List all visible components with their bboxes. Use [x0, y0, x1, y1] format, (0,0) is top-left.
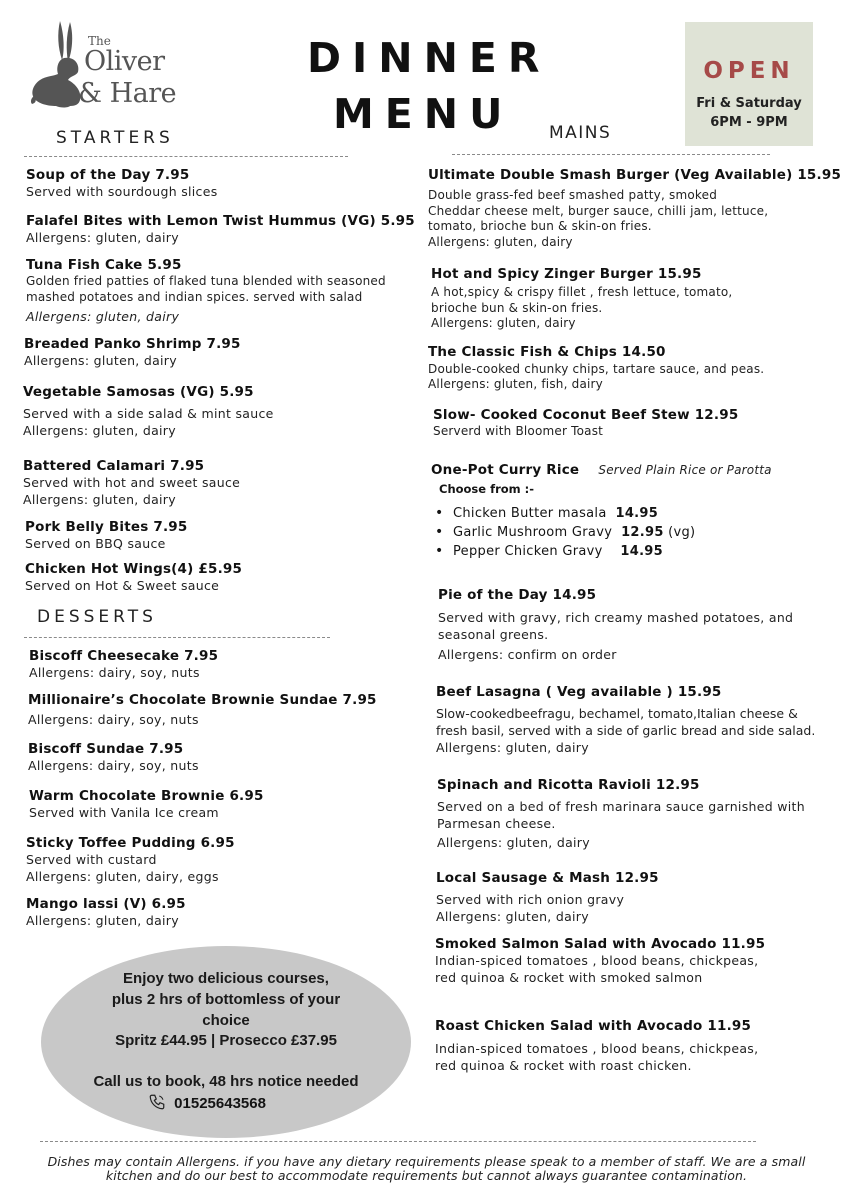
item-desc: Served on Hot & Sweet sauce	[25, 578, 220, 593]
item-desc: Cheddar cheese melt, burger sauce, chilli jam, lettuce,	[428, 203, 769, 218]
item-desc: Allergens: gluten, dairy	[436, 740, 589, 755]
item-note: Served Plain Rice or Parotta	[598, 463, 772, 477]
item-name: Spinach and Ricotta Ravioli 12.95	[437, 777, 700, 793]
curry-option	[433, 504, 772, 523]
starters-divider	[24, 156, 348, 157]
open-hours-text: 6PM - 9PM	[710, 115, 788, 130]
item-name: Biscoff Sundae 7.95	[28, 741, 184, 757]
item-desc: Allergens: gluten, dairy	[437, 835, 590, 850]
item-name: Biscoff Cheesecake 7.95	[29, 648, 219, 664]
item-desc: Golden fried patties of flaked tuna blended with seasoned	[26, 274, 386, 288]
item-desc: Served with a side salad & mint sauce	[23, 406, 274, 421]
option-suffix: (vg)	[668, 525, 696, 540]
footer-divider	[40, 1141, 756, 1142]
menu-item	[437, 777, 805, 851]
curry-options	[433, 504, 772, 561]
item-desc: brioche bun & skin-on fries.	[431, 300, 603, 315]
menu-item	[433, 407, 738, 439]
choose-from-label: Choose from :-	[439, 482, 535, 496]
logo-the: The	[88, 34, 111, 48]
menu-item	[435, 1018, 758, 1074]
title-dinner: DINNER	[307, 34, 551, 82]
desserts-heading: DESSERTS	[37, 607, 157, 627]
menu-item	[23, 458, 240, 508]
item-name: Beef Lasagna ( Veg available ) 15.95	[436, 684, 722, 700]
menu-item	[26, 167, 218, 200]
menu-item	[438, 587, 793, 663]
logo-name-line1: Oliver	[84, 46, 165, 77]
opening-hours-box	[685, 22, 813, 146]
item-desc: Allergens: gluten, dairy	[436, 909, 589, 924]
curry-option	[433, 542, 772, 561]
item-name: Millionaire’s Chocolate Brownie Sundae 7.95	[28, 692, 377, 708]
mains-divider	[452, 154, 770, 155]
item-name: Hot and Spicy Zinger Burger 15.95	[431, 266, 702, 282]
menu-item	[24, 336, 241, 369]
item-name: Sticky Toffee Pudding 6.95	[26, 835, 235, 851]
item-desc: Double-cooked chunky chips, tartare sauce, and peas.	[428, 362, 765, 376]
item-name: Smoked Salmon Salad with Avocado 11.95	[435, 936, 766, 952]
item-desc: Served with sourdough slices	[26, 184, 218, 199]
item-desc: Allergens: gluten, dairy, eggs	[26, 869, 219, 884]
option-price: 14.95	[615, 506, 659, 521]
menu-item	[23, 384, 274, 439]
item-desc: Allergens: gluten, dairy	[24, 353, 177, 368]
phone-number[interactable]: 01525643568	[174, 1095, 266, 1112]
item-name: Soup of the Day 7.95	[26, 167, 190, 183]
item-name: Warm Chocolate Brownie 6.95	[29, 788, 264, 804]
item-desc: Served with hot and sweet sauce	[23, 475, 241, 490]
item-desc: Allergens: gluten, dairy	[23, 492, 176, 507]
item-desc: Served with gravy, rich creamy mashed potatoes, and	[438, 610, 794, 625]
open-label: OPEN	[703, 58, 795, 84]
logo	[30, 18, 190, 118]
item-desc: tomato, brioche bun & skin-on fries.	[428, 219, 652, 233]
menu-item	[26, 896, 186, 929]
item-name: Local Sausage & Mash 12.95	[436, 870, 659, 886]
menu-item	[29, 648, 218, 681]
desserts-divider	[24, 637, 330, 638]
item-name: Ultimate Double Smash Burger (Veg Available) 15.95	[428, 167, 842, 183]
item-desc: Served on a bed of fresh marinara sauce garnished with	[437, 799, 805, 814]
item-name: Roast Chicken Salad with Avocado 11.95	[435, 1018, 752, 1034]
allergen-disclaimer	[20, 1155, 833, 1183]
option-price: 12.95	[621, 525, 664, 540]
title-menu: MENU	[333, 90, 514, 138]
menu-item	[26, 213, 415, 246]
item-desc: Allergens: dairy, soy, nuts	[28, 712, 199, 727]
item-desc: Allergens: gluten, dairy	[23, 423, 176, 438]
starters-heading: STARTERS	[56, 128, 174, 148]
item-allergens: Allergens: gluten, dairy	[26, 309, 180, 324]
promo-phone[interactable]	[148, 1093, 266, 1112]
menu-item	[26, 257, 386, 325]
menu-item	[435, 936, 765, 986]
promo-line: choice	[202, 1012, 250, 1029]
item-desc: Served with Vanila Ice cream	[29, 805, 219, 820]
item-desc: Indian-spiced tomatoes , blood beans, chickpeas,	[435, 1041, 759, 1056]
promo-line: plus 2 hrs of bottomless of your	[111, 991, 341, 1008]
open-days-text: Fri & Saturday	[696, 96, 802, 111]
option-label: Garlic Mushroom Gravy	[453, 525, 613, 540]
item-name: The Classic Fish & Chips 14.50	[428, 344, 666, 360]
menu-item	[25, 561, 242, 594]
item-desc: Serverd with Bloomer Toast	[433, 424, 604, 438]
item-desc: seasonal greens.	[438, 627, 549, 642]
promo-prices: Spritz £44.95 | Prosecco £37.95	[115, 1032, 337, 1049]
item-name: Pie of the Day 14.95	[438, 587, 597, 603]
item-desc: Served with custard	[26, 852, 157, 867]
menu-item	[431, 266, 732, 332]
item-desc: Allergens: gluten, dairy	[26, 913, 179, 928]
item-desc: Parmesan cheese.	[437, 816, 556, 831]
curry-option	[433, 523, 772, 542]
item-name: Falafel Bites with Lemon Twist Hummus (VG) 5.95	[26, 213, 415, 229]
option-label: Chicken Butter masala	[453, 506, 607, 521]
promo-booking: Call us to book, 48 hrs notice needed	[93, 1073, 359, 1090]
menu-item-curry	[431, 459, 772, 561]
menu-item	[25, 519, 187, 552]
item-name: Vegetable Samosas (VG) 5.95	[23, 384, 254, 400]
phone-icon	[148, 1093, 166, 1111]
item-desc: Allergens: gluten, dairy	[428, 234, 573, 249]
item-desc: Allergens: dairy, soy, nuts	[29, 665, 200, 680]
item-desc: Allergens: gluten, dairy	[26, 230, 179, 245]
item-desc: Allergens: dairy, soy, nuts	[28, 758, 199, 773]
item-name: Battered Calamari 7.95	[23, 458, 205, 474]
menu-item	[428, 167, 841, 250]
disclaimer-line: kitchen and do our best to accommodate requirements but cannot always guarantee contamination.	[105, 1168, 748, 1183]
item-name: Pork Belly Bites 7.95	[25, 519, 188, 535]
mains-heading: MAINS	[549, 123, 612, 143]
item-name: Chicken Hot Wings(4) £5.95	[25, 561, 243, 577]
menu-item	[28, 741, 199, 774]
item-desc: red quinoa & rocket with roast chicken.	[435, 1058, 692, 1073]
item-desc: Slow-cookedbeefragu, bechamel, tomato,Italian cheese &	[436, 706, 798, 721]
open-days	[685, 94, 813, 132]
option-price: 14.95	[620, 544, 663, 559]
item-desc: red quinoa & rocket with smoked salmon	[435, 970, 703, 985]
menu-item	[28, 692, 377, 728]
menu-item	[26, 835, 235, 885]
item-name: Mango lassi (V) 6.95	[26, 896, 186, 912]
item-desc: Served on BBQ sauce	[25, 536, 166, 551]
item-desc: Allergens: gluten, fish, dairy	[428, 377, 603, 391]
option-label: Pepper Chicken Gravy	[453, 544, 603, 559]
menu-item	[436, 684, 815, 756]
item-desc: Allergens: gluten, dairy	[431, 316, 576, 330]
item-name: Slow- Cooked Coconut Beef Stew 12.95	[433, 407, 739, 423]
item-desc: A hot,spicy & crispy fillet , fresh lettuce, tomato,	[431, 285, 733, 299]
item-desc: mashed potatoes and indian spices. served with salad	[26, 290, 363, 304]
promo-line: Enjoy two delicious courses,	[123, 970, 329, 987]
menu-item	[436, 870, 659, 925]
item-desc: fresh basil, served with a side of garlic bread and side salad.	[436, 723, 816, 738]
disclaimer-line: Dishes may contain Allergens. if you have any dietary requirements please speak to a member of staff. We are a small	[47, 1154, 806, 1169]
logo-name-line2: & Hare	[78, 78, 177, 109]
item-desc: Indian-spiced tomatoes , blood beans, chickpeas,	[435, 953, 759, 968]
menu-item	[29, 788, 264, 821]
item-desc: Served with rich onion gravy	[436, 892, 625, 907]
item-name: Breaded Panko Shrimp 7.95	[24, 336, 241, 352]
item-name: One-Pot Curry Rice	[431, 462, 580, 478]
menu-item	[428, 344, 764, 392]
item-desc: Allergens: confirm on order	[438, 647, 617, 662]
item-name: Tuna Fish Cake 5.95	[26, 257, 182, 273]
item-desc: Double grass-fed beef smashed patty, smoked	[428, 188, 718, 202]
